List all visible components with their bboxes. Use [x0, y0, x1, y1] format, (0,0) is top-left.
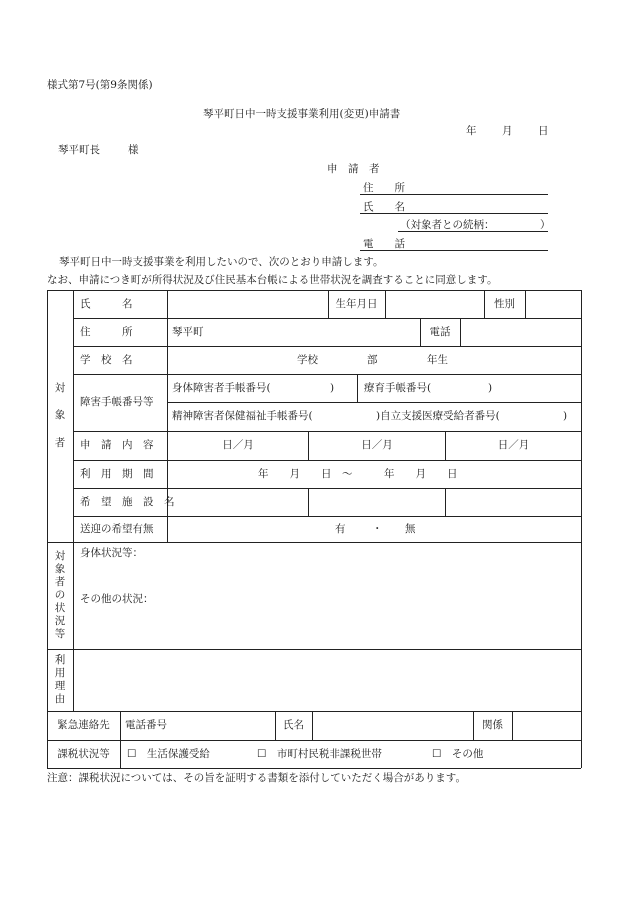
other-status-label: その他の状況： — [80, 593, 154, 605]
applicant-address-label: 住 所 — [363, 182, 405, 194]
medical-cert-label: )自立支援医療受給者番号( — [376, 410, 500, 422]
applicant-phone-label: 電 話 — [363, 238, 405, 250]
emergency-label: 緊急連絡先 — [57, 719, 110, 732]
status-field[interactable] — [74, 543, 581, 649]
sex-field[interactable] — [526, 290, 581, 318]
intro-line-1: 琴平町日中一時支援事業を利用したいので、次のとおり申請します。 — [59, 256, 384, 268]
emergency-relation-label: 関係 — [482, 719, 503, 732]
birth-label: 生年月日 — [335, 297, 378, 310]
footer-note: 注意：課税状況については、その旨を証明する書類を添付していただく場合があります。 — [47, 772, 466, 784]
name-field[interactable] — [168, 290, 328, 318]
applicant-name-label: 氏 名 — [363, 201, 405, 213]
applicant-heading: 申 請 者 — [327, 163, 380, 175]
dept-word: 部 — [367, 354, 378, 366]
date-year: 年 — [466, 125, 477, 137]
intro-line-2: なお、申請につき町が所得状況及び住民基本台帳による世帯状況を調査することに同意します。 — [47, 274, 498, 286]
medical-cert-close: ) — [563, 410, 568, 422]
transport-yes[interactable]: 有 — [335, 523, 346, 535]
facility-field-2[interactable] — [309, 488, 445, 516]
subject-side-label: 対 象 者 — [54, 382, 66, 449]
applicant-relation-close: ） — [540, 219, 551, 231]
phone-field[interactable] — [461, 318, 581, 346]
school-label: 学 校 名 — [80, 353, 133, 366]
tax-option-other[interactable]: ☐ その他 — [432, 748, 484, 760]
physical-handbook-close: ) — [330, 382, 335, 394]
mental-handbook-label: 精神障害者保健福祉手帳番号( — [172, 410, 313, 422]
period-field[interactable]: 年 月 日 〜 年 月 日 — [258, 468, 458, 480]
emergency-relation-field[interactable] — [513, 711, 581, 740]
status-side-label: 対 象 者 の 状 況 等 — [54, 549, 66, 641]
transport-label: 送迎の希望有無 — [80, 522, 154, 535]
date-month: 月 — [502, 125, 513, 137]
date-day: 日 — [538, 125, 549, 137]
transport-separator: ・ — [372, 523, 383, 535]
form-number: 様式第7号(第9条関係) — [47, 79, 153, 91]
emergency-name-field[interactable] — [313, 711, 473, 740]
address-field[interactable] — [172, 318, 412, 346]
applicant-phone-field[interactable] — [360, 250, 548, 251]
rehab-handbook-close: ) — [488, 382, 493, 394]
address-prefix: 琴平町 — [172, 325, 204, 338]
period-label: 利 用 期 間 — [80, 467, 154, 480]
request-day-month-1[interactable]: 日／月 — [222, 439, 254, 452]
phone-label: 電話 — [429, 325, 451, 338]
applicant-name-field[interactable] — [360, 213, 548, 214]
address-label: 住 所 — [80, 325, 133, 338]
reason-field[interactable] — [74, 650, 581, 711]
school-word: 学校 — [297, 354, 318, 366]
rehab-handbook-label: 療育手帳番号( — [364, 382, 432, 394]
emergency-name-label: 氏名 — [283, 719, 304, 732]
physical-handbook-label: 身体障害者手帳番号( — [172, 382, 271, 394]
emergency-phone-label: 電話番号 — [125, 719, 167, 731]
request-day-month-3[interactable]: 日／月 — [497, 439, 530, 452]
request-label: 申 請 内 容 — [80, 439, 154, 452]
tax-option-exempt[interactable]: ☐ 市町村民税非課税世帯 — [257, 748, 382, 760]
addressee: 琴平町長 — [58, 144, 100, 156]
reason-side-label: 利 用 理 由 — [54, 653, 66, 706]
birth-field[interactable] — [386, 290, 484, 318]
facility-field-3[interactable] — [446, 488, 581, 516]
name-label: 氏 名 — [80, 297, 133, 310]
applicant-relation-label: （対象者との続柄： — [400, 219, 495, 231]
applicant-address-field[interactable] — [360, 194, 548, 195]
body-status-label: 身体状況等： — [80, 547, 143, 559]
grade-word: 年生 — [427, 354, 448, 366]
facility-field-1[interactable] — [168, 488, 308, 516]
handbook-label: 障害手帳番号等 — [80, 396, 154, 409]
transport-no[interactable]: 無 — [405, 523, 416, 535]
facility-label: 希 望 施 設 名 — [80, 495, 175, 508]
applicant-relation-field[interactable] — [398, 231, 548, 232]
tax-option-welfare[interactable]: ☐ 生活保護受給 — [127, 748, 210, 760]
form-title: 琴平町日中一時支援事業利用(変更)申請書 — [203, 108, 401, 120]
sex-label: 性別 — [494, 297, 515, 310]
tax-label: 課税状況等 — [57, 747, 110, 760]
honorific: 様 — [128, 144, 139, 156]
request-day-month-2[interactable]: 日／月 — [361, 439, 393, 452]
